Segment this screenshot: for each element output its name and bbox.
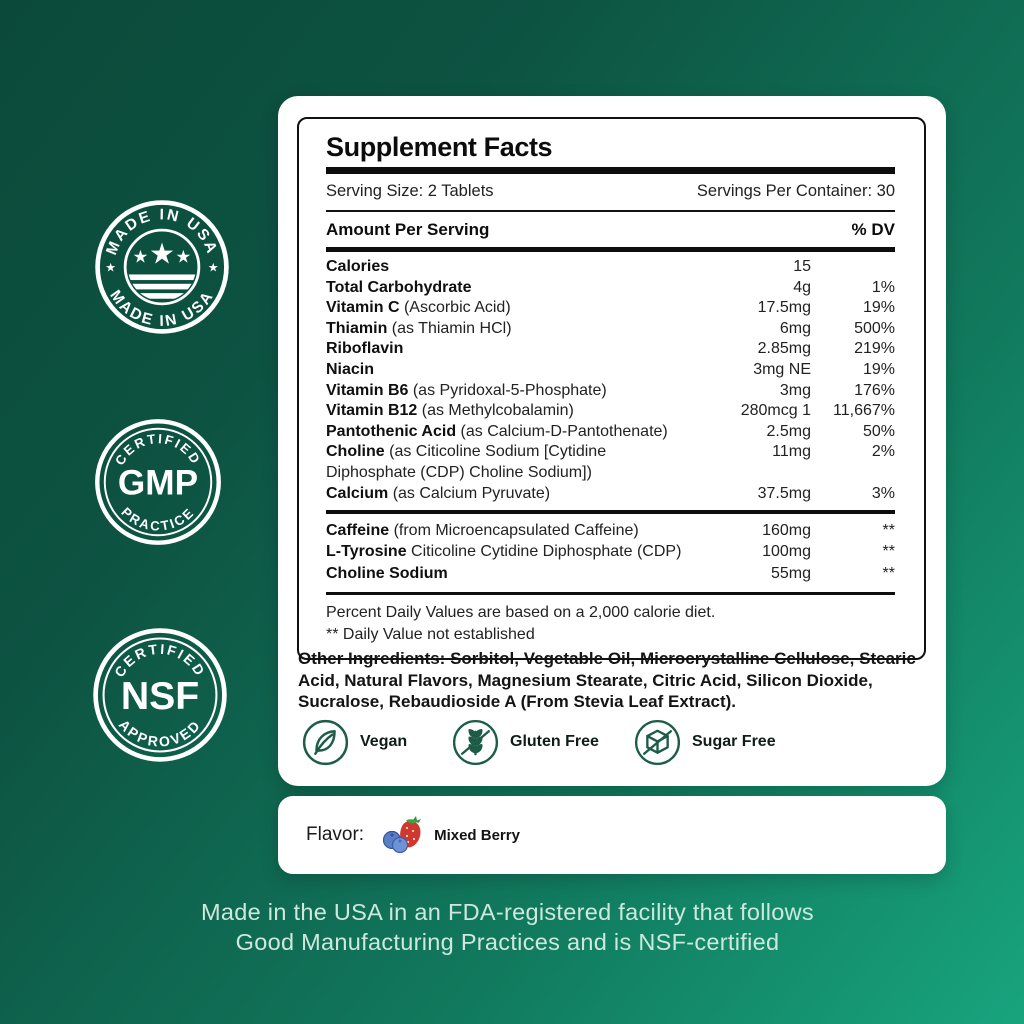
nutrient-amount: 11mg bbox=[772, 443, 811, 461]
feature-badges-row bbox=[278, 716, 946, 768]
nutrient-amount: 160mg bbox=[762, 522, 811, 540]
svg-text:APPROVED bbox=[116, 716, 204, 749]
feature-label: Sugar Free bbox=[692, 733, 776, 750]
nutrient-amount: 3mg bbox=[779, 381, 811, 399]
nutrient-name: Total Carbohydrate bbox=[326, 278, 472, 296]
nutrient-name: Choline (as Citicoline Sodium [Cytidine bbox=[326, 443, 607, 461]
nutrient-amount: 280mcg 1 bbox=[740, 402, 811, 420]
panel-title: Supplement Facts bbox=[326, 132, 553, 162]
nutrient-amount: 2.85mg bbox=[757, 340, 811, 358]
nutrient-amount: 15 bbox=[793, 258, 811, 275]
nsf-badge-top-text: CERTIFIED bbox=[110, 640, 210, 680]
nutrient-dv: 176% bbox=[854, 381, 895, 399]
nutrient-dv: 50% bbox=[862, 422, 895, 440]
nutrient-amount: 4g bbox=[793, 278, 811, 296]
nutrient-amount: 100mg bbox=[762, 543, 811, 561]
divider bbox=[326, 510, 895, 514]
nutrient-name: Pantothenic Acid (as Calcium-D-Pantothenate) bbox=[326, 422, 668, 440]
nutrient-amount: 55mg bbox=[770, 564, 811, 582]
usa-badge-stars-icon bbox=[133, 238, 192, 270]
nutrient-name: Vitamin B6 (as Pyridoxal-5-Phosphate) bbox=[326, 381, 607, 399]
nutrient-row bbox=[326, 484, 895, 505]
gmp-certified-badge bbox=[92, 416, 224, 548]
nutrient-dv: 19% bbox=[862, 299, 895, 317]
flavor-card bbox=[278, 796, 946, 874]
nutrient-row bbox=[326, 360, 895, 381]
nutrient-name: L-Tyrosine Citicoline Cytidine Diphosphate (CDP) bbox=[326, 543, 682, 561]
nutrient-amount: 37.5mg bbox=[757, 484, 811, 502]
nutrient-name: Calcium (as Calcium Pyruvate) bbox=[326, 484, 551, 502]
footer-line1: Made in the USA in an FDA-registered facility that follows bbox=[200, 899, 814, 925]
dv-header: % DV bbox=[851, 220, 895, 239]
nutrient-row bbox=[326, 520, 895, 541]
nutrient-amount: 17.5mg bbox=[757, 299, 811, 317]
nutrient-rows bbox=[326, 257, 895, 504]
nutrient-name: Vitamin B12 (as Methylcobalamin) bbox=[326, 402, 574, 420]
feature-label: Gluten Free bbox=[510, 733, 599, 750]
nutrient-name: Niacin bbox=[326, 360, 375, 378]
usa-badge-left-star-icon: ★ bbox=[105, 260, 117, 275]
gmp-badge-bottom-text: PRACTICE bbox=[118, 504, 198, 534]
gmp-badge-top-text: CERTIFIED bbox=[112, 431, 204, 468]
nutrient-dv: 19% bbox=[862, 360, 895, 378]
nutrient-row bbox=[326, 381, 895, 402]
serving-size: Serving Size: 2 Tablets bbox=[326, 182, 494, 200]
nutrient-dv: ** bbox=[882, 522, 895, 540]
nutrient-row bbox=[326, 278, 895, 299]
nutrient-row bbox=[326, 257, 895, 278]
nutrient-dv: 1% bbox=[871, 278, 895, 296]
nsf-badge-center-text: NSF bbox=[120, 675, 200, 718]
usa-badge-top-text: MADE IN USA bbox=[103, 206, 221, 258]
servings-per-container: Servings Per Container: 30 bbox=[696, 182, 895, 200]
nutrient-dv: ** bbox=[882, 543, 895, 561]
nutrient-dv: 3% bbox=[871, 484, 895, 502]
nutrient-dv: 2% bbox=[871, 443, 895, 461]
nutrient-amount: 6mg bbox=[779, 319, 811, 337]
other-ingredients: Other Ingredients: Sorbitol, Vegetable Oil, Microcrystalline Cellulose, Stearic Acid, Natural Flavors, Magnesium Stearate, Citric Acid, Silicon Dioxide, Sucralose, Rebaudioside A (From Stevia Leaf Extract). bbox=[298, 649, 916, 711]
usa-badge-bottom-text: MADE IN USA bbox=[106, 287, 218, 330]
gmp-badge-center-text: GMP bbox=[117, 463, 199, 503]
nutrient-dv: 500% bbox=[854, 319, 895, 337]
nutrient-amount: 3mg NE bbox=[753, 360, 811, 378]
nutrient-row bbox=[326, 401, 895, 422]
nutrient-row bbox=[326, 319, 895, 340]
supplement-facts-card bbox=[278, 96, 946, 786]
flavor-label: Flavor: bbox=[306, 824, 365, 845]
svg-text:CERTIFIED bbox=[112, 431, 204, 468]
divider bbox=[326, 247, 895, 252]
sugar-cube-crossed-icon bbox=[634, 719, 681, 766]
nsf-certified-badge bbox=[90, 625, 230, 765]
nutrient-dv: ** bbox=[882, 564, 895, 582]
amount-per-serving-header: Amount Per Serving bbox=[326, 220, 490, 239]
dv-footnote: Percent Daily Values are based on a 2,000 calorie diet. bbox=[326, 604, 716, 622]
svg-text:★: ★ bbox=[175, 246, 192, 267]
nutrient-dv: 11,667% bbox=[833, 402, 895, 420]
nutrient-name: Caffeine (from Microencapsulated Caffeine) bbox=[326, 522, 639, 540]
nutrient-name: Vitamin C (Ascorbic Acid) bbox=[326, 299, 511, 317]
usa-badge-stripes-icon bbox=[122, 274, 202, 298]
dv-not-established-footnote: ** Daily Value not established bbox=[326, 625, 535, 643]
leaf-icon bbox=[302, 719, 349, 766]
divider bbox=[326, 167, 895, 174]
divider bbox=[326, 592, 895, 595]
nsf-badge-bottom-text: APPROVED bbox=[115, 716, 205, 750]
feature-vegan bbox=[302, 716, 407, 768]
svg-text:★: ★ bbox=[149, 238, 175, 271]
nutrient-name: Calories bbox=[326, 258, 390, 275]
proprietary-rows bbox=[326, 520, 895, 584]
feature-gluten-free bbox=[452, 716, 599, 768]
svg-text:PRACTICE bbox=[118, 504, 197, 533]
footer-tagline bbox=[0, 897, 1015, 957]
flavor-value: Mixed Berry bbox=[434, 826, 520, 844]
usa-badge-right-star-icon: ★ bbox=[207, 260, 219, 275]
nutrient-row bbox=[326, 442, 895, 463]
feature-sugar-free bbox=[634, 716, 776, 768]
nutrient-name: Choline Sodium bbox=[326, 564, 448, 582]
wheat-crossed-icon bbox=[452, 719, 499, 766]
svg-text:★: ★ bbox=[132, 246, 149, 267]
nutrient-amount: 2.5mg bbox=[766, 422, 811, 440]
supplement-facts-panel bbox=[297, 117, 926, 660]
nutrient-row bbox=[326, 339, 895, 360]
feature-label: Vegan bbox=[360, 733, 408, 750]
nutrient-row bbox=[326, 563, 895, 584]
footer-line2: Good Manufacturing Practices and is NSF-certified bbox=[235, 929, 780, 955]
made-in-usa-badge bbox=[92, 197, 232, 337]
mixed-berry-icon bbox=[380, 814, 426, 856]
svg-text:CERTIFIED bbox=[111, 641, 209, 680]
nutrient-name-wrap: Diphosphate (CDP) Choline Sodium]) bbox=[326, 463, 592, 481]
nutrient-dv bbox=[811, 257, 895, 278]
nutrient-row bbox=[326, 422, 895, 443]
nutrient-name: Thiamin (as Thiamin HCl) bbox=[326, 319, 512, 337]
nutrient-row bbox=[326, 541, 895, 562]
nutrient-name: Riboflavin bbox=[326, 340, 404, 358]
nutrient-row bbox=[326, 298, 895, 319]
nutrient-dv: 219% bbox=[854, 340, 895, 358]
